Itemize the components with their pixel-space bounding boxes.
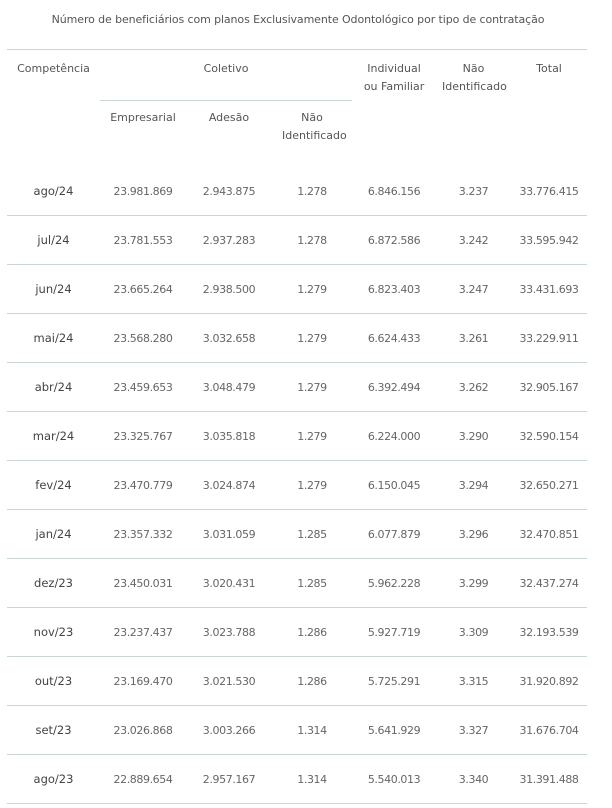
table-row bbox=[7, 412, 587, 461]
cell-competencia: dez/23 bbox=[7, 559, 100, 608]
table-row bbox=[7, 755, 587, 804]
header-adesao: Adesão bbox=[186, 101, 272, 168]
header-nao-identificado: Não Identificado bbox=[436, 50, 511, 168]
cell-individual-familiar: 5.641.929 bbox=[352, 706, 436, 755]
header-individual-familiar: Individual ou Familiar bbox=[352, 50, 436, 168]
cell-competencia: jan/24 bbox=[7, 510, 100, 559]
table-row bbox=[7, 608, 587, 657]
cell-nao-identificado-coletivo: 1.285 bbox=[272, 559, 352, 608]
cell-nao-identificado: 3.340 bbox=[436, 755, 511, 804]
table-row bbox=[7, 461, 587, 510]
cell-nao-identificado-coletivo: 1.286 bbox=[272, 657, 352, 706]
table-row bbox=[7, 706, 587, 755]
cell-competencia: abr/24 bbox=[7, 363, 100, 412]
cell-nao-identificado: 3.261 bbox=[436, 314, 511, 363]
cell-adesao: 3.024.874 bbox=[186, 461, 272, 510]
cell-adesao: 3.048.479 bbox=[186, 363, 272, 412]
cell-competencia: mai/24 bbox=[7, 314, 100, 363]
cell-empresarial: 23.237.437 bbox=[100, 608, 186, 657]
header-competencia: Competência bbox=[7, 50, 100, 168]
cell-individual-familiar: 6.846.156 bbox=[352, 167, 436, 216]
table-body bbox=[7, 167, 587, 804]
cell-empresarial: 23.026.868 bbox=[100, 706, 186, 755]
cell-adesao: 3.032.658 bbox=[186, 314, 272, 363]
cell-empresarial: 23.470.779 bbox=[100, 461, 186, 510]
cell-adesao: 3.003.266 bbox=[186, 706, 272, 755]
cell-competencia: nov/23 bbox=[7, 608, 100, 657]
cell-nao-identificado-coletivo: 1.279 bbox=[272, 265, 352, 314]
cell-nao-identificado-coletivo: 1.279 bbox=[272, 461, 352, 510]
cell-nao-identificado-coletivo: 1.279 bbox=[272, 314, 352, 363]
cell-individual-familiar: 5.725.291 bbox=[352, 657, 436, 706]
cell-empresarial: 23.450.031 bbox=[100, 559, 186, 608]
cell-total: 31.676.704 bbox=[511, 706, 587, 755]
cell-individual-familiar: 5.540.013 bbox=[352, 755, 436, 804]
cell-total: 32.437.274 bbox=[511, 559, 587, 608]
cell-adesao: 3.031.059 bbox=[186, 510, 272, 559]
table-row bbox=[7, 657, 587, 706]
cell-nao-identificado-coletivo: 1.314 bbox=[272, 706, 352, 755]
header-total: Total bbox=[511, 50, 587, 168]
cell-nao-identificado: 3.296 bbox=[436, 510, 511, 559]
cell-adesao: 2.937.283 bbox=[186, 216, 272, 265]
cell-total: 32.905.167 bbox=[511, 363, 587, 412]
cell-nao-identificado: 3.262 bbox=[436, 363, 511, 412]
header-nao-identificado-coletivo: Não Identificado bbox=[272, 101, 352, 168]
cell-nao-identificado: 3.290 bbox=[436, 412, 511, 461]
cell-nao-identificado: 3.299 bbox=[436, 559, 511, 608]
cell-nao-identificado-coletivo: 1.278 bbox=[272, 216, 352, 265]
cell-nao-identificado-coletivo: 1.285 bbox=[272, 510, 352, 559]
cell-individual-familiar: 5.962.228 bbox=[352, 559, 436, 608]
cell-adesao: 3.020.431 bbox=[186, 559, 272, 608]
header-empresarial: Empresarial bbox=[100, 101, 186, 168]
cell-total: 33.431.693 bbox=[511, 265, 587, 314]
cell-individual-familiar: 6.392.494 bbox=[352, 363, 436, 412]
cell-nao-identificado-coletivo: 1.279 bbox=[272, 412, 352, 461]
cell-nao-identificado: 3.242 bbox=[436, 216, 511, 265]
cell-adesao: 2.943.875 bbox=[186, 167, 272, 216]
cell-empresarial: 23.981.869 bbox=[100, 167, 186, 216]
cell-total: 33.595.942 bbox=[511, 216, 587, 265]
cell-total: 33.776.415 bbox=[511, 167, 587, 216]
cell-empresarial: 23.325.767 bbox=[100, 412, 186, 461]
cell-total: 32.590.154 bbox=[511, 412, 587, 461]
cell-competencia: jun/24 bbox=[7, 265, 100, 314]
table-row bbox=[7, 167, 587, 216]
cell-competencia: fev/24 bbox=[7, 461, 100, 510]
cell-adesao: 2.938.500 bbox=[186, 265, 272, 314]
cell-empresarial: 23.568.280 bbox=[100, 314, 186, 363]
cell-nao-identificado-coletivo: 1.286 bbox=[272, 608, 352, 657]
cell-nao-identificado: 3.247 bbox=[436, 265, 511, 314]
cell-total: 32.193.539 bbox=[511, 608, 587, 657]
cell-nao-identificado: 3.309 bbox=[436, 608, 511, 657]
cell-total: 31.391.488 bbox=[511, 755, 587, 804]
cell-individual-familiar: 6.077.879 bbox=[352, 510, 436, 559]
cell-adesao: 3.021.530 bbox=[186, 657, 272, 706]
cell-competencia: mar/24 bbox=[7, 412, 100, 461]
cell-competencia: jul/24 bbox=[7, 216, 100, 265]
table-row bbox=[7, 265, 587, 314]
cell-nao-identificado-coletivo: 1.314 bbox=[272, 755, 352, 804]
cell-empresarial: 23.665.264 bbox=[100, 265, 186, 314]
cell-individual-familiar: 6.224.000 bbox=[352, 412, 436, 461]
cell-individual-familiar: 5.927.719 bbox=[352, 608, 436, 657]
cell-individual-familiar: 6.872.586 bbox=[352, 216, 436, 265]
cell-nao-identificado-coletivo: 1.278 bbox=[272, 167, 352, 216]
cell-empresarial: 23.459.653 bbox=[100, 363, 186, 412]
cell-total: 32.470.851 bbox=[511, 510, 587, 559]
cell-adesao: 3.035.818 bbox=[186, 412, 272, 461]
cell-competencia: out/23 bbox=[7, 657, 100, 706]
cell-nao-identificado-coletivo: 1.279 bbox=[272, 363, 352, 412]
cell-competencia: set/23 bbox=[7, 706, 100, 755]
table-title: Número de beneficiários com planos Exclusivamente Odontológico por tipo de contratação bbox=[51, 13, 545, 26]
header-coletivo: Coletivo bbox=[100, 50, 352, 101]
beneficiaries-table bbox=[7, 49, 587, 804]
cell-individual-familiar: 6.823.403 bbox=[352, 265, 436, 314]
cell-nao-identificado: 3.294 bbox=[436, 461, 511, 510]
cell-total: 33.229.911 bbox=[511, 314, 587, 363]
cell-empresarial: 23.357.332 bbox=[100, 510, 186, 559]
cell-total: 32.650.271 bbox=[511, 461, 587, 510]
cell-nao-identificado: 3.237 bbox=[436, 167, 511, 216]
cell-adesao: 3.023.788 bbox=[186, 608, 272, 657]
cell-nao-identificado: 3.327 bbox=[436, 706, 511, 755]
table-row bbox=[7, 314, 587, 363]
table-row bbox=[7, 216, 587, 265]
cell-nao-identificado: 3.315 bbox=[436, 657, 511, 706]
cell-individual-familiar: 6.150.045 bbox=[352, 461, 436, 510]
table-row bbox=[7, 510, 587, 559]
cell-total: 31.920.892 bbox=[511, 657, 587, 706]
cell-competencia: ago/23 bbox=[7, 755, 100, 804]
cell-empresarial: 22.889.654 bbox=[100, 755, 186, 804]
table-row bbox=[7, 559, 587, 608]
cell-individual-familiar: 6.624.433 bbox=[352, 314, 436, 363]
cell-competencia: ago/24 bbox=[7, 167, 100, 216]
table-row bbox=[7, 363, 587, 412]
cell-empresarial: 23.169.470 bbox=[100, 657, 186, 706]
cell-adesao: 2.957.167 bbox=[186, 755, 272, 804]
cell-empresarial: 23.781.553 bbox=[100, 216, 186, 265]
